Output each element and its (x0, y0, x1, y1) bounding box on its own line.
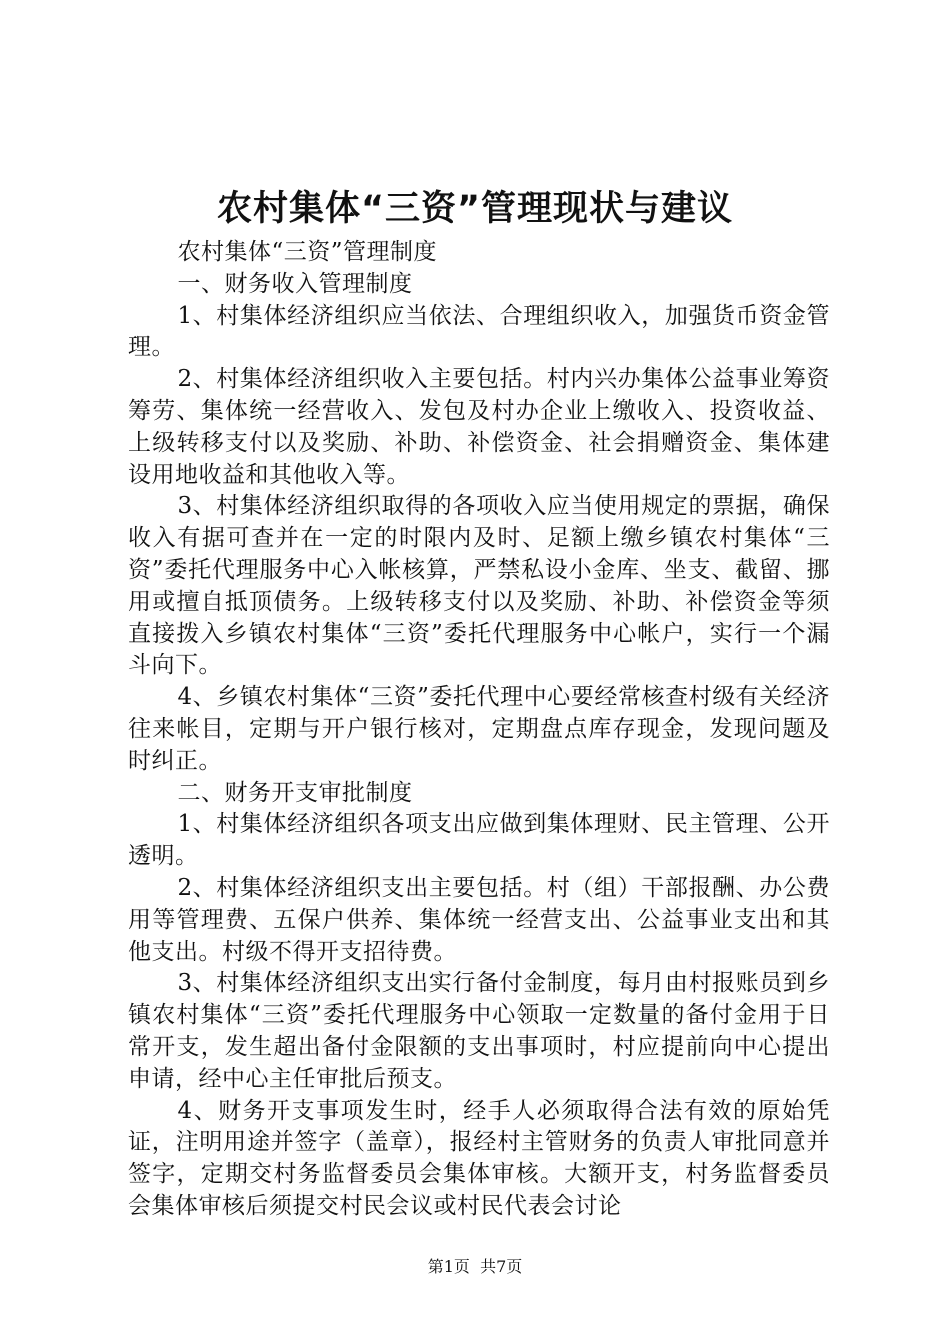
document-body (128, 237, 830, 1223)
paragraph: 1、村集体经济组织各项支出应做到集体理财、民主管理、公开透明。 (128, 811, 830, 870)
paragraph-heading: 农村集体“三资”管理制度 (177, 239, 437, 265)
page-footer (0, 1256, 950, 1278)
footer-spacer (470, 1257, 480, 1276)
paragraph: 4、乡镇农村集体“三资”委托代理中心要经常核查村级有关经济往来帐目，定期与开户银行核对，定期盘点库存现金，发现问题及时纠正。 (128, 684, 830, 774)
paragraph: 2、村集体经济组织支出主要包括。村（组）干部报酬、办公费用等管理费、五保户供养、集体统一经营支出、公益事业支出和其他支出。村级不得开支招待费。 (128, 874, 830, 965)
page-number: 第1页 (427, 1257, 470, 1276)
paragraph: 2、村集体经济组织收入主要包括。村内兴办集体公益事业筹资筹劳、集体统一经营收入、发包及村办企业上缴收入、投资收益、上级转移支付以及奖励、补助、补偿资金、社会捐赠资金、集体建设用地收益和其他收入等。 (128, 366, 830, 488)
document-title: 农村集体“三资”管理现状与建议 (216, 189, 733, 229)
paragraph: 1、村集体经济组织应当依法、合理组织收入，加强货币资金管理。 (128, 302, 830, 361)
section-heading-income: 一、财务收入管理制度 (177, 270, 413, 297)
page-total: 共7页 (480, 1257, 523, 1276)
paragraph: 3、村集体经济组织取得的各项收入应当使用规定的票据，确保收入有据可查并在一定的时限内及时、足额上缴乡镇农村集体“三资”委托代理服务中心入帐核算，严禁私设小金库、坐支、截留、挪用或擅自抵顶债务。上级转移支付以及奖励、补助、补偿资金等须直接拨入乡镇农村集体“三资”委托代理服务中心帐户，实行一个漏斗向下。 (128, 493, 830, 679)
paragraph: 3、村集体经济组织支出实行备付金制度，每月由村报账员到乡镇农村集体“三资”委托代理服务中心领取一定数量的备付金用于日常开支，发生超出备付金限额的支出事项时，村应提前向中心提出申请，经中心主任审批后预支。 (128, 970, 830, 1092)
section-heading-expense: 二、财务开支审批制度 (177, 779, 413, 806)
paragraph: 4、财务开支事项发生时，经手人必须取得合法有效的原始凭证，注明用途并签字（盖章），报经村主管财务的负责人审批同意并签字，定期交村务监督委员会集体审核。大额开支，村务监督委员会集体审核后须提交村民会议或村民代表会讨论 (128, 1097, 830, 1219)
